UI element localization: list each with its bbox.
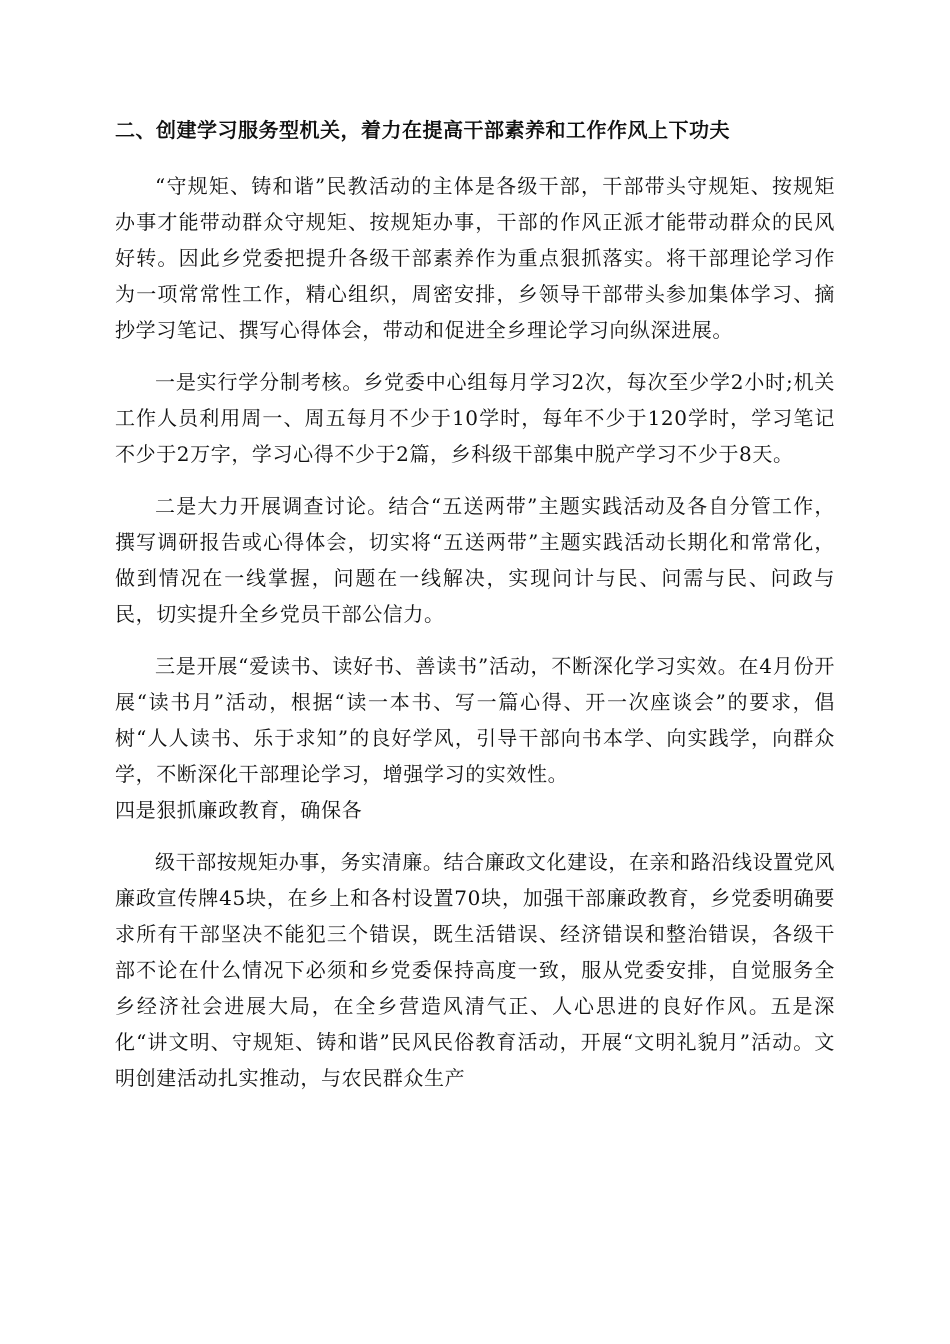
paragraph-point-3-text: 三是开展“爱读书、读好书、善读书”活动，不断深化学习实效。在4月份开展“读书月”活动，根据“读一本书、写一篇心得、开一次座谈会”的要求，倡树“人人读书、乐于求知”的良好学风，引导干部向书本学、向实践学，向群众学，不断深化干部理论学习，增强学习的实效性。 <box>115 654 835 786</box>
paragraph-point-4-start: 四是狠抓廉政教育，确保各 <box>115 798 363 822</box>
paragraph-intro: “守规矩、铸和谐”民教活动的主体是各级干部，干部带头守规矩、按规矩办事才能带动群众守规矩、按规矩办事，干部的作风正派才能带动群众的民风好转。因此乡党委把提升各级干部素养作为重点狠抓落实。将干部理论学习作为一项常常性工作，精心组织，周密安排，乡领导干部带头参加集体学习、摘抄学习笔记、撰写心得体会，带动和促进全乡理论学习向纵深进展。 <box>115 174 835 342</box>
paragraph-point-1: 一是实行学分制考核。乡党委中心组每月学习2次，每次至少学2小时;机关工作人员利用周一、周五每月不少于10学时，每年不少于120学时，学习笔记不少于2万字，学习心得不少于2篇，乡科级干部集中脱产学习不少于8天。 <box>115 370 835 466</box>
paragraph-point-4-continued: 级干部按规矩办事，务实清廉。结合廉政文化建设，在亲和路沿线设置党风廉政宣传牌45块，在乡上和各村设置70块，加强干部廉政教育，乡党委明确要求所有干部坚决不能犯三个错误，既生活错误、经济错误和整治错误，各级干部不论在什么情况下必须和乡党委保持高度一致，服从党委安排，自觉服务全乡经济社会进展大局，在全乡营造风清气正、人心思进的良好作风。五是深化“讲文明、守规矩、铸和谐”民风民俗教育活动，开展“文明礼貌月”活动。文明创建活动扎实推动，与农民群众生产 <box>115 850 835 1090</box>
document-body <box>115 112 835 1112</box>
paragraph-point-3 <box>115 648 835 828</box>
paragraph-point-2: 二是大力开展调查讨论。结合“五送两带”主题实践活动及各自分管工作，撰写调研报告或心得体会，切实将“五送两带”主题实践活动长期化和常常化，做到情况在一线掌握，问题在一线解决，实现问计与民、问需与民、问政与民，切实提升全乡党员干部公信力。 <box>115 494 835 626</box>
section-heading: 二、创建学习服务型机关，着力在提高干部素养和工作作风上下功夫 <box>115 118 730 142</box>
